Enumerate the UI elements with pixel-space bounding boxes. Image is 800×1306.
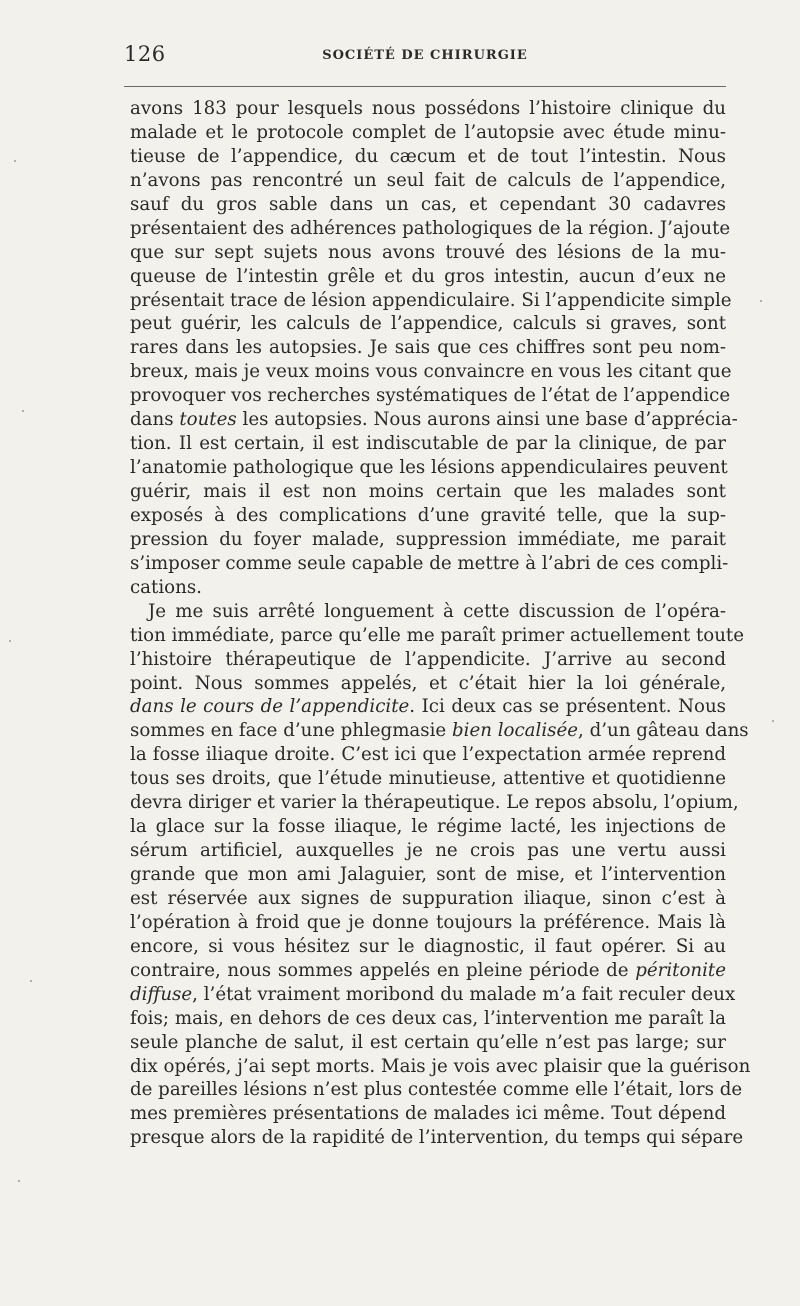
text-line: guérir, mais il est non moins certain que les malades sont xyxy=(130,481,726,502)
text-line: exposés à des complications d’une gravité telle, que la sup- xyxy=(130,504,726,526)
page-header xyxy=(124,42,726,72)
text-line: tous ses droits, que l’étude minutieuse, attentive et quotidienne xyxy=(130,768,726,790)
text-line: contraire, nous sommes appelés en pleine période de péritonite xyxy=(130,959,726,981)
body-text xyxy=(130,97,751,1150)
text-line: tion. Il est certain, il est indiscutable de par la clinique, de par xyxy=(130,433,726,455)
text-line: presque alors de la rapidité de l’intervention, du temps qui sépare xyxy=(130,1127,744,1149)
text-line: sauf du gros sable dans un cas, et cependant 30 cadavres xyxy=(130,193,726,215)
text-line: malade et le protocole complet de l’autopsie avec étude minu- xyxy=(130,121,726,143)
text-line: breux, mais je veux moins vous convaincre en vous les citant que xyxy=(130,361,732,383)
text-line: de pareilles lésions n’est plus contestée comme elle l’était, lors de xyxy=(130,1079,743,1101)
italic-phrase: dans le cours de l’appendicite xyxy=(130,696,410,718)
text-line: pression du foyer malade, suppression immédiate, me parait xyxy=(130,528,726,550)
text-line: dix opérés, j’ai sept morts. Mais je vois avec plaisir que la guérison xyxy=(130,1055,751,1077)
text-line: dans toutes les autopsies. Nous aurons ainsi une base d’apprécia- xyxy=(130,409,738,431)
italic-phrase: toutes xyxy=(179,409,237,431)
text-line: rares dans les autopsies. Je sais que ces chiffres sont peu nom- xyxy=(130,337,726,359)
text-line: n’avons pas rencontré un seul fait de calculs de l’appendice, xyxy=(130,169,726,191)
text-line: dans le cours de l’appendicite. Ici deux cas se présentent. Nous xyxy=(130,696,726,718)
text-line: présentaient des adhérences pathologiques de la région. J’ajoute xyxy=(130,217,731,239)
text-line: grande que mon ami Jalaguier, sont de mise, et l’intervention xyxy=(130,864,726,885)
italic-phrase: bien localisée xyxy=(451,720,578,742)
text-line: sérum artificiel, auxquelles je ne crois pas une vertu aussi xyxy=(130,840,726,862)
text-line: fois; mais, en dehors de ces deux cas, l’intervention me paraît la xyxy=(130,1007,726,1029)
text-line: encore, si vous hésitez sur le diagnostic, il faut opérer. Si au xyxy=(130,935,726,957)
text-line: queuse de l’intestin grêle et du gros intestin, aucun d’eux ne xyxy=(130,265,726,287)
text-line: s’imposer comme seule capable de mettre à l’abri de ces compli- xyxy=(130,552,729,574)
text-line: l’opération à froid que je donne toujours la préférence. Mais là xyxy=(130,911,726,933)
running-title: SOCIÉTÉ DE CHIRURGIE xyxy=(322,48,528,63)
text-line: provoquer vos recherches systématiques de l’état de l’appendice xyxy=(130,385,731,407)
text-line: que sur sept sujets nous avons trouvé des lésions de la mu- xyxy=(130,241,726,263)
text-line: la fosse iliaque droite. C’est ici que l’expectation armée reprend xyxy=(130,744,726,766)
text-line: est réservée aux signes de suppuration iliaque, sinon c’est à xyxy=(130,887,726,909)
text-line: avons 183 pour lesquels nous possédons l’histoire clinique du xyxy=(130,98,726,119)
text-line: devra diriger et varier la thérapeutique. Le repos absolu, l’opium, xyxy=(130,792,739,814)
text-line: tion immédiate, parce qu’elle me paraît primer actuellement toute xyxy=(130,624,744,646)
page-number: 126 xyxy=(124,42,166,66)
text-line: présentait trace de lésion appendiculaire. Si l’appendicite simple xyxy=(130,289,732,311)
header-rule xyxy=(124,86,726,87)
italic-phrase: péritonite xyxy=(635,959,726,981)
text-line: mes premières présentations de malades ici même. Tout dépend xyxy=(130,1103,726,1125)
text-line: sommes en face d’une phlegmasie bien localisée, d’un gâteau dans xyxy=(130,720,749,742)
text-line: l’anatomie pathologique que les lésions appendiculaires peuvent xyxy=(130,457,728,479)
text-line: point. Nous sommes appelés, et c’était hier la loi générale, xyxy=(130,672,726,694)
text-line: peut guérir, les calculs de l’appendice, calculs si graves, sont xyxy=(130,313,726,335)
text-line: diffuse, l’état vraiment moribond du malade m’a fait reculer deux xyxy=(130,983,736,1005)
text-line: Je me suis arrêté longuement à cette discussion de l’opéra- xyxy=(148,600,726,622)
italic-phrase: diffuse xyxy=(130,983,193,1005)
text-line: seule planche de salut, il est certain qu’elle n’est pas large; sur xyxy=(130,1031,726,1053)
text-line: la glace sur la fosse iliaque, le régime lacté, les injections de xyxy=(130,816,726,838)
text-line: tieuse de l’appendice, du cæcum et de tout l’intestin. Nous xyxy=(130,145,726,167)
text-line: l’histoire thérapeutique de l’appendicite. J’arrive au second xyxy=(130,648,726,670)
text-line: cations. xyxy=(130,576,202,598)
